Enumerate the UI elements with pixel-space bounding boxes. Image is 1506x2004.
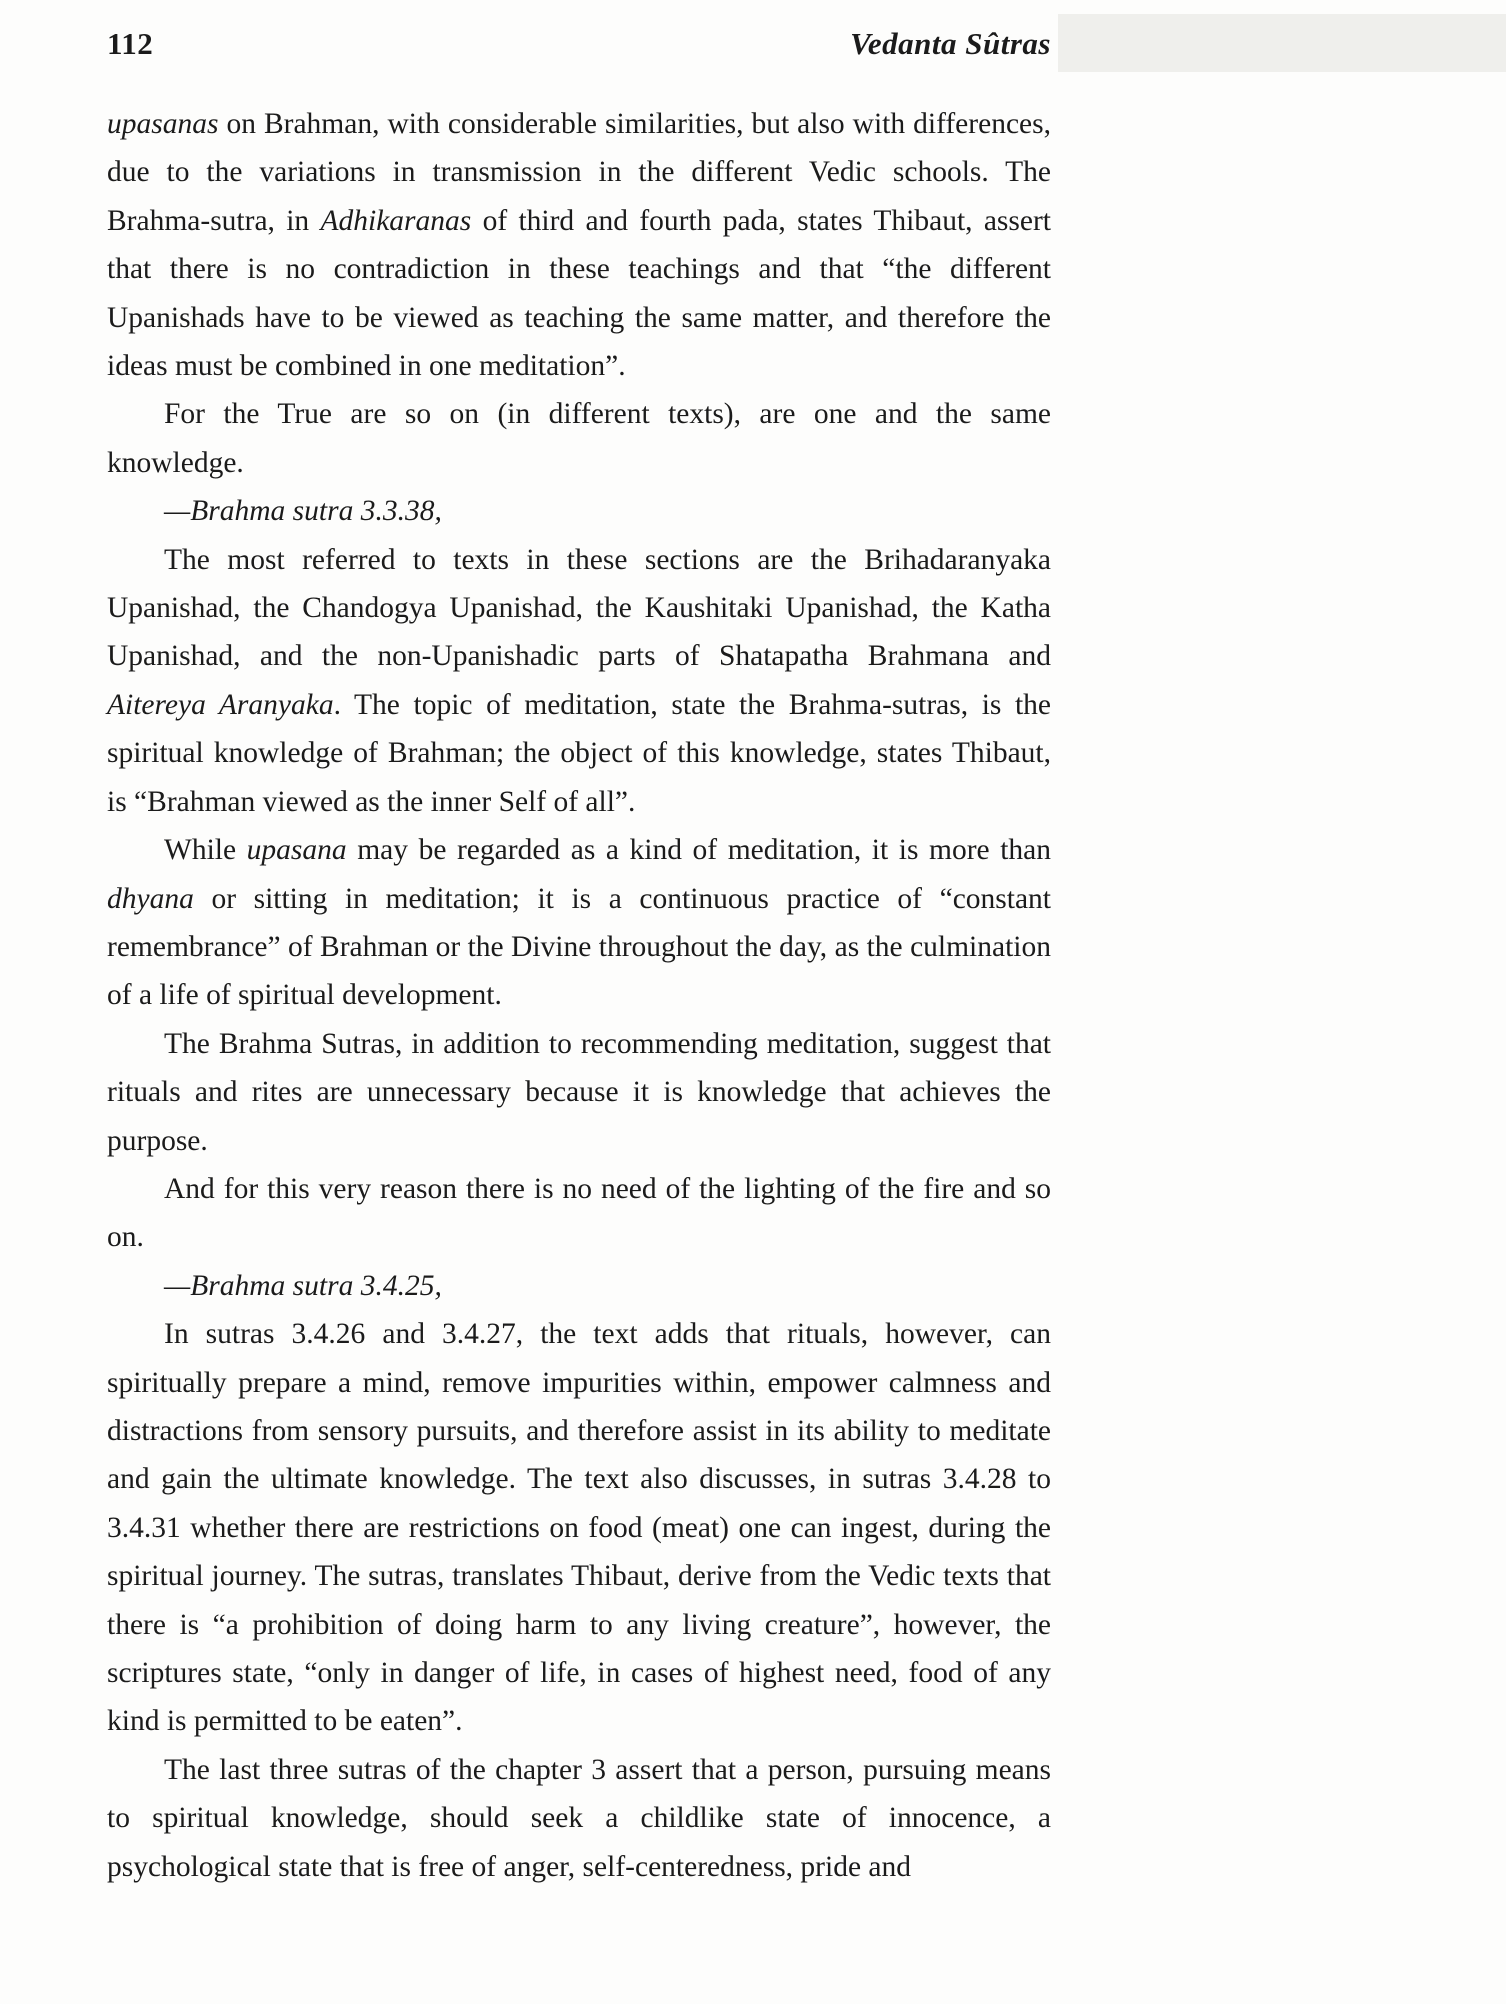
body-text: The Brahma Sutras, in addition to recommending meditation, suggest that rituals and rites are unnecessary because it is knowledge that achieves the purpose. [107, 1027, 1051, 1157]
paragraph [107, 487, 1051, 535]
running-title: Vedanta Sûtras [850, 26, 1051, 61]
page-body [107, 100, 1051, 1891]
body-text: While [164, 834, 247, 867]
body-text: or sitting in meditation; it is a continuous practice of “constant remembrance” of Brahman or the Divine throughout the day, as the culmination of a life of spiritual development. [107, 882, 1051, 1012]
text-column [107, 0, 1051, 1891]
paragraph [107, 1020, 1051, 1165]
italic-text: —Brahma sutra 3.3.38, [164, 495, 442, 528]
italic-text: upasana [246, 834, 347, 867]
body-text: . The topic of meditation, state the Brahma-sutras, is the spiritual knowledge of Brahman; the object of this knowledge, states Thibaut, is “Brahman viewed as the inner Self of all”. [107, 688, 1052, 818]
body-text: The most referred to texts in these sections are the Brihadaranyaka Upanishad, the Chandogya Upanishad, the Kaushitaki Upanishad, the Katha Upanishad, and the non-Upanishadic parts of Shatapatha Brahmana and [107, 543, 1051, 673]
scan-artifact-shading [1058, 14, 1506, 72]
body-text: And for this very reason there is no need of the lighting of the fire and so on. [107, 1172, 1051, 1254]
body-text: In sutras 3.4.26 and 3.4.27, the text adds that rituals, however, can spiritually prepare a mind, remove impurities within, empower calmness and distractions from sensory pursuits, and therefore assist in its ability to meditate and gain the ultimate knowledge. The text also discusses, in sutras 3.4.28 to 3.4.31 whether there are restrictions on food (meat) one can ingest, during the spiritual journey. The sutras, translates Thibaut, derive from the Vedic texts that there is “a prohibition of doing harm to any living creature”, however, the scriptures state, “only in danger of life, in cases of highest need, food of any kind is permitted to be eaten”. [107, 1318, 1051, 1738]
paragraph [107, 1310, 1051, 1746]
italic-text: —Brahma sutra 3.4.25, [164, 1269, 442, 1302]
italic-text: dhyana [107, 882, 194, 915]
paragraph [107, 1262, 1051, 1310]
page-header [107, 0, 1051, 62]
paragraph [107, 100, 1051, 390]
italic-text: Aitereya Aranyaka [107, 688, 334, 721]
italic-text: upasanas [107, 108, 219, 140]
body-text: The last three sutras of the chapter 3 assert that a person, pursuing means to spiritual knowledge, should seek a childlike state of innocence, a psychological state that is free of anger, self-centeredness, pride and [107, 1753, 1051, 1883]
paragraph [107, 826, 1051, 1020]
italic-text: Adhikaranas [320, 204, 472, 237]
body-text: may be regarded as a kind of meditation, it is more than [346, 834, 1051, 867]
paragraph [107, 1165, 1051, 1262]
paragraph [107, 536, 1051, 826]
paragraph [107, 1746, 1051, 1891]
body-text: For the True are so on (in different texts), are one and the same knowledge. [107, 398, 1051, 479]
paragraph [107, 390, 1051, 487]
body-text: on Brahman, with considerable similarities, but also with differences, due to the variations in transmission in the different Vedic schools. The Brahma-sutra, in [107, 108, 1051, 237]
page-number: 112 [107, 26, 154, 61]
body-text: of third and fourth pada, states Thibaut, assert that there is no contradiction in these teachings and that “the different Upanishads have to be viewed as teaching the same matter, and therefore the ideas must be combined in one meditation”. [107, 204, 1052, 383]
